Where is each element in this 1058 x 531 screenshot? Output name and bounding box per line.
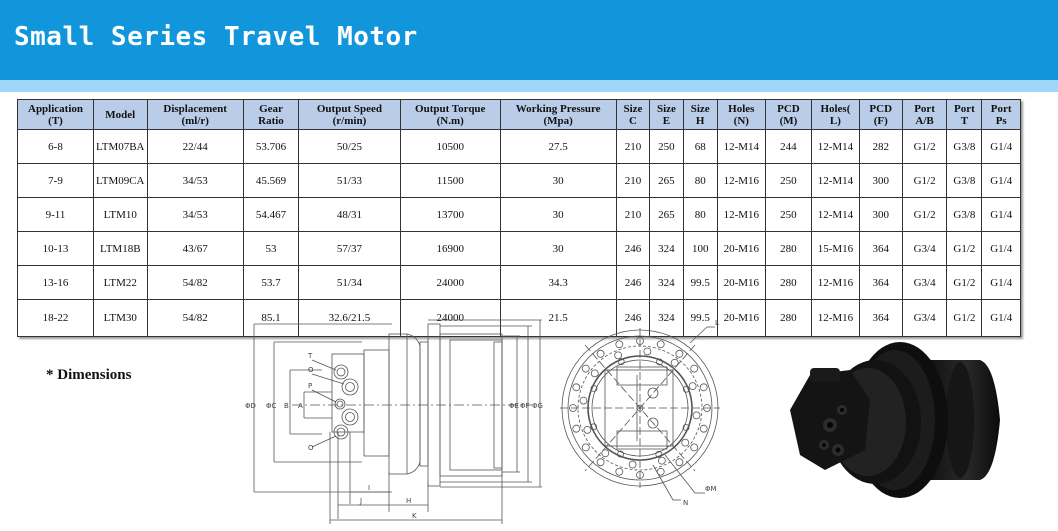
table-cell: 300 bbox=[859, 164, 902, 198]
table-cell: 32.6/21.5 bbox=[299, 300, 401, 337]
column-header: Port T bbox=[947, 100, 982, 130]
label-p: P bbox=[308, 382, 313, 390]
table-cell: 54/82 bbox=[147, 266, 243, 300]
table-cell: 34.3 bbox=[500, 266, 616, 300]
table-cell: 54/82 bbox=[147, 300, 243, 337]
table-cell: 265 bbox=[650, 198, 683, 232]
table-cell: 244 bbox=[765, 130, 811, 164]
table-cell: 48/31 bbox=[299, 198, 401, 232]
column-header: Displacement (ml/r) bbox=[147, 100, 243, 130]
table-cell: 21.5 bbox=[500, 300, 616, 337]
label-b: B bbox=[284, 402, 289, 410]
column-header: Size E bbox=[650, 100, 683, 130]
table-cell: 15-M16 bbox=[812, 232, 860, 266]
table-cell: 20-M16 bbox=[717, 266, 765, 300]
table-cell: LTM22 bbox=[94, 266, 148, 300]
table-cell: 324 bbox=[650, 232, 683, 266]
table-cell: G1/4 bbox=[982, 266, 1021, 300]
table-cell: 12-M14 bbox=[717, 130, 765, 164]
table-cell: 50/25 bbox=[299, 130, 401, 164]
table-cell: G3/8 bbox=[947, 130, 982, 164]
table-cell: 53.706 bbox=[243, 130, 298, 164]
column-header: Output Speed (r/min) bbox=[299, 100, 401, 130]
label-j: J bbox=[360, 497, 363, 505]
label-n: N bbox=[683, 499, 689, 507]
column-header: PCD (M) bbox=[765, 100, 811, 130]
label-i: I bbox=[368, 484, 371, 492]
table-cell: G1/4 bbox=[982, 232, 1021, 266]
label-t: T bbox=[308, 352, 313, 360]
table-cell: 12-M14 bbox=[812, 164, 860, 198]
column-header: Output Torque (N.m) bbox=[400, 100, 500, 130]
table-cell: G3/8 bbox=[947, 164, 982, 198]
table-cell: G1/2 bbox=[902, 164, 947, 198]
table-row bbox=[18, 198, 1021, 232]
table-cell: 53 bbox=[243, 232, 298, 266]
table-cell: G1/4 bbox=[982, 198, 1021, 232]
table-cell: 9-11 bbox=[18, 198, 94, 232]
table-cell: 22/44 bbox=[147, 130, 243, 164]
table-cell: 53.7 bbox=[243, 266, 298, 300]
table-cell: 30 bbox=[500, 198, 616, 232]
label-e: ΦE bbox=[509, 402, 519, 410]
label-o2: O bbox=[308, 444, 314, 452]
table-cell: 99.5 bbox=[683, 266, 717, 300]
table-cell: G1/2 bbox=[902, 198, 947, 232]
table-cell: LTM10 bbox=[94, 198, 148, 232]
column-header: Holes (N) bbox=[717, 100, 765, 130]
table-cell: LTM30 bbox=[94, 300, 148, 337]
table-cell: 13700 bbox=[400, 198, 500, 232]
table-cell: 364 bbox=[859, 300, 902, 337]
table-cell: G1/2 bbox=[902, 130, 947, 164]
table-cell: 80 bbox=[683, 164, 717, 198]
column-header: Port Ps bbox=[982, 100, 1021, 130]
table-cell: 43/67 bbox=[147, 232, 243, 266]
table-cell: 250 bbox=[650, 130, 683, 164]
table-cell: G3/8 bbox=[947, 198, 982, 232]
table-cell: 12-M16 bbox=[717, 164, 765, 198]
table-row bbox=[18, 266, 1021, 300]
table-cell: 265 bbox=[650, 164, 683, 198]
table-cell: 12-M14 bbox=[812, 198, 860, 232]
table-cell: 324 bbox=[650, 300, 683, 337]
table-cell: 24000 bbox=[400, 300, 500, 337]
table-cell: G3/4 bbox=[902, 232, 947, 266]
table-cell: 54.467 bbox=[243, 198, 298, 232]
table-cell: 45.569 bbox=[243, 164, 298, 198]
table-cell: 246 bbox=[616, 232, 650, 266]
label-g: ΦG bbox=[532, 402, 543, 410]
table-cell: 280 bbox=[765, 232, 811, 266]
column-header: Port A/B bbox=[902, 100, 947, 130]
banner-strip bbox=[0, 80, 1058, 92]
table-cell: 80 bbox=[683, 198, 717, 232]
table-cell: G1/4 bbox=[982, 300, 1021, 337]
table-cell: 11500 bbox=[400, 164, 500, 198]
table-cell: 51/34 bbox=[299, 266, 401, 300]
table-cell: 16900 bbox=[400, 232, 500, 266]
table-cell: LTM07BA bbox=[94, 130, 148, 164]
table-cell: 100 bbox=[683, 232, 717, 266]
column-header: PCD (F) bbox=[859, 100, 902, 130]
table-cell: 34/53 bbox=[147, 198, 243, 232]
table-cell: G1/2 bbox=[947, 266, 982, 300]
table-cell: 300 bbox=[859, 198, 902, 232]
table-row bbox=[18, 164, 1021, 198]
table-cell: LTM09CA bbox=[94, 164, 148, 198]
table-cell: 24000 bbox=[400, 266, 500, 300]
table-cell: 57/37 bbox=[299, 232, 401, 266]
label-c: ΦC bbox=[266, 402, 277, 410]
table-cell: LTM18B bbox=[94, 232, 148, 266]
column-header: Working Pressure (Mpa) bbox=[500, 100, 616, 130]
table-cell: 20-M16 bbox=[717, 232, 765, 266]
table-cell: 68 bbox=[683, 130, 717, 164]
table-cell: 12-M14 bbox=[812, 130, 860, 164]
table-cell: 20-M16 bbox=[717, 300, 765, 337]
label-l: L bbox=[715, 319, 719, 327]
table-cell: 282 bbox=[859, 130, 902, 164]
table-cell: 7-9 bbox=[18, 164, 94, 198]
table-cell: 6-8 bbox=[18, 130, 94, 164]
column-header: Size C bbox=[616, 100, 650, 130]
label-m: ΦM bbox=[705, 485, 717, 493]
side-view-drawing bbox=[232, 312, 550, 527]
label-d: ΦD bbox=[245, 402, 256, 410]
column-header: Model bbox=[94, 100, 148, 130]
table-row bbox=[18, 130, 1021, 164]
table-cell: 210 bbox=[616, 198, 650, 232]
table-cell: 324 bbox=[650, 266, 683, 300]
table-body bbox=[18, 130, 1021, 337]
table-cell: 85.1 bbox=[243, 300, 298, 337]
dimensions-heading: * Dimensions bbox=[46, 367, 132, 383]
table-cell: 18-22 bbox=[18, 300, 94, 337]
spec-table bbox=[17, 99, 1021, 337]
table-cell: 10500 bbox=[400, 130, 500, 164]
table-cell: 12-M16 bbox=[812, 266, 860, 300]
table-cell: G3/4 bbox=[902, 300, 947, 337]
table-cell: 13-16 bbox=[18, 266, 94, 300]
table-cell: 27.5 bbox=[500, 130, 616, 164]
table-cell: 30 bbox=[500, 232, 616, 266]
front-view-drawing bbox=[555, 315, 745, 510]
table-cell: 364 bbox=[859, 266, 902, 300]
label-k: K bbox=[412, 512, 417, 520]
label-o1: O bbox=[308, 366, 314, 374]
column-header: Holes( L) bbox=[812, 100, 860, 130]
table-cell: 280 bbox=[765, 266, 811, 300]
table-cell: 246 bbox=[616, 266, 650, 300]
table-cell: 210 bbox=[616, 164, 650, 198]
table-cell: 250 bbox=[765, 164, 811, 198]
table-row bbox=[18, 232, 1021, 266]
table-cell: 250 bbox=[765, 198, 811, 232]
page-title: Small Series Travel Motor bbox=[14, 22, 418, 52]
table-cell: 364 bbox=[859, 232, 902, 266]
table-cell: 30 bbox=[500, 164, 616, 198]
table-cell: 210 bbox=[616, 130, 650, 164]
table-cell: 280 bbox=[765, 300, 811, 337]
table-cell: 51/33 bbox=[299, 164, 401, 198]
table-cell: G1/2 bbox=[947, 300, 982, 337]
table-cell: 10-13 bbox=[18, 232, 94, 266]
label-f: ΦF bbox=[520, 402, 530, 410]
column-header: Application (T) bbox=[18, 100, 94, 130]
table-cell: 99.5 bbox=[683, 300, 717, 337]
table-cell: 12-M16 bbox=[812, 300, 860, 337]
label-h: H bbox=[406, 497, 412, 505]
column-header: Size H bbox=[683, 100, 717, 130]
label-a: A bbox=[298, 402, 303, 410]
table-cell: G1/4 bbox=[982, 164, 1021, 198]
table-cell: G1/2 bbox=[947, 232, 982, 266]
column-header: Gear Ratio bbox=[243, 100, 298, 130]
table-cell: 246 bbox=[616, 300, 650, 337]
table-cell: G3/4 bbox=[902, 266, 947, 300]
table-cell: G1/4 bbox=[982, 130, 1021, 164]
table-header-row bbox=[18, 100, 1021, 130]
table-cell: 34/53 bbox=[147, 164, 243, 198]
travel-motor-photo bbox=[780, 330, 1040, 510]
table-cell: 12-M16 bbox=[717, 198, 765, 232]
